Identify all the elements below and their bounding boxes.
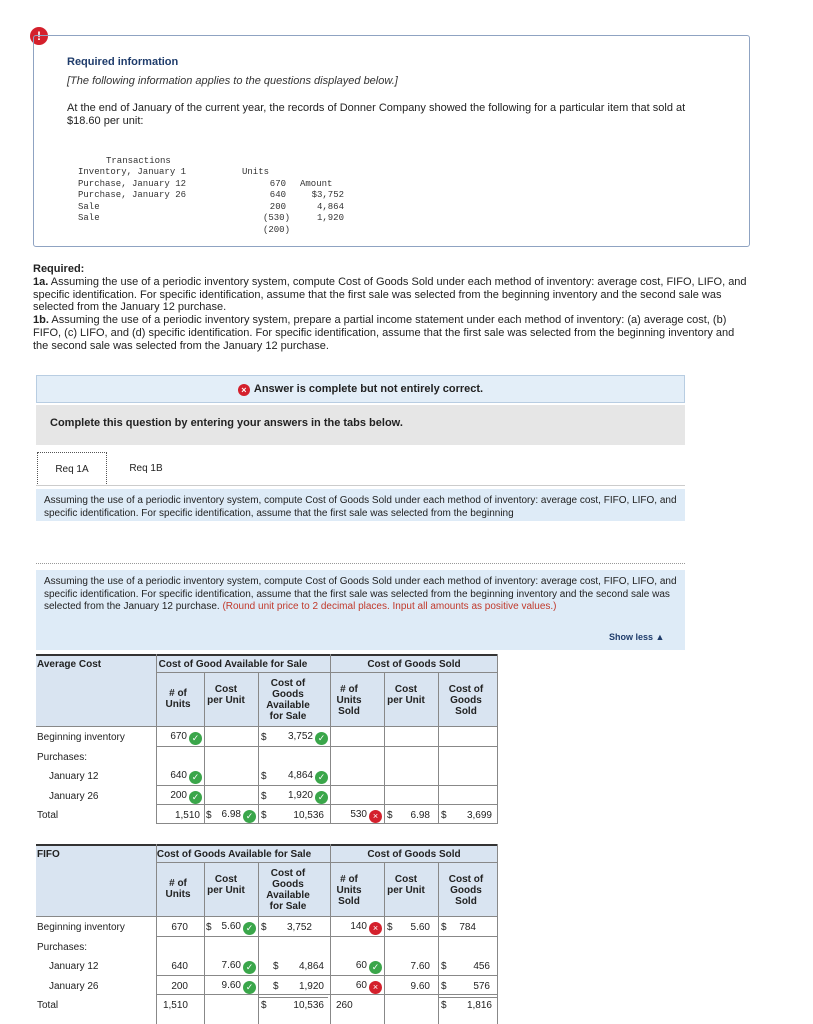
rounding-note: (Round unit price to 2 decimal places. Input all amounts as positive values.) [222, 601, 557, 612]
fifo-beginning-cost: 3,752 [286, 922, 312, 933]
avg-cogs: 3,699 [466, 810, 492, 821]
col-header-sold-cost-per-unit: Cost per Unit [387, 874, 425, 896]
fifo-jan26-sold-unit-cost: 9.60 [410, 981, 430, 992]
avg-beginning-cost[interactable]: 3,752 ✓ [258, 731, 328, 745]
trans-header-units: Units [242, 167, 270, 177]
fifo-total-units-sold: 260 [336, 1000, 353, 1011]
info-title: Required information [67, 56, 179, 68]
fifo-jan12-unit-cost[interactable]: 7.60 ✓ [204, 960, 256, 974]
fifo-total-cogs: 1,816 [466, 1000, 492, 1011]
fifo-table: FIFO Cost of Goods Available for Sale Cost of Goods Sold # of Units Cost per Unit Cost of Goods Available for Sale # of Units Sold Cost per Unit Cost of Goods Sold Beginning inventory 670 $ 5.60 ✓ $ 3,752 140 × $ 5.60 $ 784 Purchases: January 12 640 7.60 ✓ $ 4,864 60 ✓ 7.60 $ 456 January 26 200 9.60 ✓ $ 1,920 60 × 9.60 $ 576 Total 1,510 $ 10,536 260 $ 1,816 [36, 844, 498, 1024]
col-header-cogs: Cost of Goods Sold [448, 684, 484, 717]
question-prompt-collapsed: Assuming the use of a periodic inventory system, compute Cost of Goods Sold under each method of inventory: average cost, FIFO, LIFO, and specific identification. For specific identification, assume that the first sale was selected from the beginning [36, 489, 685, 521]
required-heading: Required: [33, 263, 85, 275]
tab-req-1a[interactable]: Req 1A [37, 452, 107, 486]
row-label-jan12: January 12 [49, 961, 99, 972]
question-prompt [36, 570, 685, 650]
incorrect-icon: × [238, 384, 250, 396]
required-part-1b: 1b. Assuming the use of a periodic inventory system, prepare a partial income statement under each method of inventory: (a) average cost, (b) FIFO, (c) LIFO, and (d) specific identification. For specific identification, assume that the first sale was selected from the beginning inventory and the second sale was selected from the January 12 purchase. [33, 314, 735, 352]
fifo-jan26-units: 200 [171, 981, 188, 992]
fifo-beginning-units: 670 [171, 922, 188, 933]
avg-beginning-units[interactable]: 670 ✓ [156, 731, 202, 745]
group-header-cogs: Cost of Goods Sold [367, 849, 461, 860]
answer-status-banner [36, 375, 685, 403]
required-section [33, 263, 748, 353]
fifo-beginning-cogs: 784 [459, 922, 476, 933]
col-header-units-sold: # of Units Sold [336, 874, 362, 907]
col-header-cost-available: Cost of Goods Available for Sale [266, 678, 310, 722]
row-label-purchases: Purchases: [37, 752, 88, 763]
fifo-jan26-cost: 1,920 [298, 981, 324, 992]
avg-total-unit-cost[interactable]: 6.98 ✓ [204, 809, 256, 823]
method-title: FIFO [37, 849, 60, 860]
avg-sold-unit-cost: 6.98 [410, 810, 430, 821]
avg-jan12-cost[interactable]: 4,864 ✓ [258, 770, 328, 784]
row-label-beginning: Beginning inventory [37, 922, 125, 933]
row-label-jan26: January 26 [49, 791, 99, 802]
show-less-link[interactable]: Show less ▲ [609, 632, 665, 642]
row-label-total: Total [37, 1000, 59, 1011]
group-header-available: Cost of Goods Available for Sale [156, 849, 312, 860]
avg-units-sold[interactable]: 530 × [330, 809, 382, 823]
fifo-jan12-units-sold[interactable]: 60 ✓ [330, 960, 382, 974]
fifo-beginning-units-sold[interactable]: 140 × [330, 921, 382, 935]
avg-total-cost: 10,536 [293, 810, 324, 821]
fifo-beginning-unit-cost[interactable]: 5.60 ✓ [204, 921, 256, 935]
group-header-cogs: Cost of Goods Sold [367, 659, 461, 670]
fifo-jan12-units: 640 [171, 961, 188, 972]
fifo-jan12-sold-unit-cost: 7.60 [410, 961, 430, 972]
instruction-bar: Complete this question by entering your answers in the tabs below. [36, 405, 685, 445]
info-subtitle: [The following information applies to the questions displayed below.] [67, 75, 398, 87]
col-header-cost-available: Cost of Goods Available for Sale [266, 868, 310, 912]
avg-jan26-units[interactable]: 200 ✓ [156, 790, 202, 804]
avg-jan26-cost[interactable]: 1,920 ✓ [258, 790, 328, 804]
answer-status-text: Answer is complete but not entirely correct. [253, 383, 484, 395]
trans-row: Purchase, January 26 200 1,920 [78, 190, 344, 223]
row-label-jan26: January 26 [49, 981, 99, 992]
fifo-jan26-cogs: 576 [473, 981, 490, 992]
fifo-jan26-unit-cost[interactable]: 9.60 ✓ [204, 980, 256, 994]
method-title: Average Cost [37, 659, 102, 670]
tab-divider [36, 485, 685, 486]
trans-header-amount: Amount [300, 178, 333, 189]
trans-row: Sale (200) [78, 213, 290, 235]
fifo-total-cost: 10,536 [293, 1000, 324, 1011]
average-cost-table: Average Cost Cost of Good Available for Sale Cost of Goods Sold # of Units Cost per Unit Cost of Goods Available for Sale # of Units Sold Cost per Unit Cost of Goods Sold Beginning inventory 670 ✓ $ 3,752 ✓ Purchases: January 12 640 ✓ $ 4,864 ✓ January 26 200 ✓ $ 1,920 ✓ Total 1,510 $ 6.98 ✓ $ 10,536 530 × $ 6.98 $ 3,699 [36, 654, 498, 824]
trans-header-transactions: Transactions [106, 155, 171, 166]
avg-total-units: 1,510 [174, 810, 200, 821]
row-label-total: Total [37, 810, 59, 821]
avg-jan12-units[interactable]: 640 ✓ [156, 770, 202, 784]
transactions-table [78, 144, 344, 235]
trans-row: Inventory, January 1 670 $3,752 [78, 167, 344, 200]
row-label-jan12: January 12 [49, 771, 99, 782]
fifo-total-units: 1,510 [162, 1000, 188, 1011]
col-header-units: # of Units [165, 688, 191, 710]
fifo-jan12-cogs: 456 [473, 961, 490, 972]
col-header-units-sold: # of Units Sold [336, 684, 362, 717]
required-part-1a: 1a. Assuming the use of a periodic inventory system, compute Cost of Goods Sold under each method of inventory: average cost, FIFO, LIFO, and specific identification. For specific identification, assume that the first sale was selected from the beginning inventory and the second sale was selected from the January 12 purchase. [33, 275, 747, 314]
col-header-units: # of Units [165, 878, 191, 900]
tab-req-1b[interactable]: Req 1B [111, 452, 181, 486]
trans-row: Sale (530) [78, 201, 290, 223]
trans-row: Purchase, January 12 640 4,864 [78, 178, 344, 212]
col-header-cost-per-unit: Cost per Unit [207, 874, 245, 896]
col-header-cogs: Cost of Goods Sold [448, 874, 484, 907]
col-header-cost-per-unit: Cost per Unit [207, 684, 245, 706]
question-prompt-text: Assuming the use of a periodic inventory system, compute Cost of Goods Sold under each method of inventory: average cost, FIFO, LIFO, and specific identification. For specific identification, assume that the first sale was selected from the beginning inventory and the second sale was selected from the January 12 purchase. [44, 576, 677, 612]
required-information-box [33, 35, 750, 247]
divider [36, 563, 685, 564]
fifo-jan12-cost: 4,864 [298, 961, 324, 972]
row-label-purchases: Purchases: [37, 942, 88, 953]
group-header-available: Cost of Good Available for Sale [158, 659, 308, 670]
fifo-jan26-units-sold[interactable]: 60 × [330, 980, 382, 994]
row-label-beginning: Beginning inventory [37, 732, 125, 743]
info-intro: At the end of January of the current year, the records of Donner Company showed the following for a particular item that sold at $18.60 per unit: [67, 102, 686, 127]
col-header-sold-cost-per-unit: Cost per Unit [387, 684, 425, 706]
alert-icon: ! [30, 27, 48, 45]
fifo-beginning-sold-unit-cost: 5.60 [410, 922, 430, 933]
